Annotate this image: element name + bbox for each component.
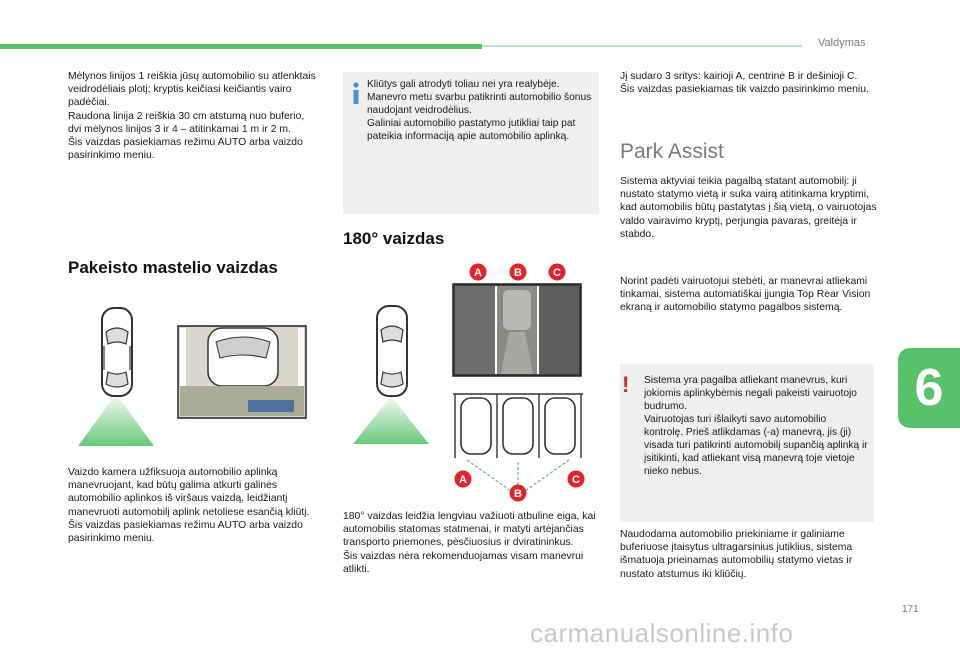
180-view-illustration: [343, 262, 591, 504]
camera-beam: [78, 394, 154, 446]
chapter-tab: 6: [898, 348, 960, 428]
zoom-view-illustration: [68, 302, 308, 450]
col3-paragraph-4: Naudodama automobilio priekiniame ir galiniame buferiuose įtaisytus ultragarsinius jutiklius, sistema išmatuoja prieinamas automobilių statymo vietas ir nustato atstumus iki kliūčių.: [620, 529, 853, 580]
section-title: Valdymas: [818, 37, 866, 49]
camera-screen-180: [453, 284, 581, 376]
col1-paragraph-1: Mėlynos linijos 1 reiškia jūsų automobilio su atlenktais veidrodėliais plotį; kryptis keičiasi keičiantis vairo padėčiai. Raudona linija 2 reiškia 30 cm atstumą nuo buferio, dvi mėlynos linijos 3 ir 4 – atitinkamai 1 m ir 2 m. Šis vaizdas pasiekiamas režimu AUTO arba vaizdo pasirinkimo meniu.: [68, 71, 316, 162]
camera-screen: [178, 326, 306, 418]
warning-note: [620, 364, 874, 522]
camera-beam: [353, 396, 429, 444]
parking-row: [453, 394, 583, 496]
car-top-icon: [102, 308, 132, 396]
warning-note-text: Sistema yra pagalba atliekant manevrus, kuri jokiomis aplinkybėmis negali pakeisti vairuotojo budrumo. Vairuotojas turi išlaikyti savo automobilio kontrolę. Prieš atlikdamas (-a) manevrą, jis (ji) visada turi patikrinti automobilį supančią aplinką ir įsitikinti, kad atliekant visą manevrą toje vietoje nieko nebus.: [644, 375, 868, 477]
col3-paragraph-2: Sistema aktyviai teikia pagalbą statant automobilį: ji nustato statymo vietą ir suka vairą atitinkama kryptimi, kad automobilis būtų pastatytas į šią vietą, o vairuotojas valdo vairavimo kryptį, perjungia pavaras, greitėja ir stabdo.: [620, 176, 877, 240]
header-bar: [0, 44, 482, 49]
warning-icon: !: [622, 372, 630, 397]
info-note: [343, 72, 599, 214]
page-number: 171: [902, 604, 919, 615]
col2-paragraph-1: 180° vaizdas leidžia lengviau važiuoti atbuline eiga, kai automobilis statomas statmenai, ir matyti artėjančias transporto priemones, pėsčiuosius ir dviratininkus. Šis vaizdas nėra rekomenduojamas visam manevrui atlikti.: [343, 511, 596, 575]
col1-paragraph-2: Vaizdo kamera užfiksuoja automobilio aplinką manevruojant, kad būtų galima atkurti galinės automobilio aplinkos iš viršaus vaizdą, leidžiantį manevruoti automobilį aplink netoliese esančią kliūtį. Šis vaizdas pasiekiamas režimu AUTO arba vaizdo pasirinkimo meniu.: [68, 467, 310, 545]
svg-text:A: A: [474, 267, 482, 279]
car-top-icon: [377, 306, 407, 396]
svg-text:B: B: [514, 267, 522, 279]
heading-zoom-view: Pakeisto mastelio vaizdas: [68, 258, 278, 277]
label-circle-top-b: [510, 264, 527, 281]
svg-text:C: C: [553, 267, 561, 279]
heading-park-assist: Park Assist: [620, 140, 724, 163]
svg-text:A: A: [459, 474, 467, 486]
label-circle-bottom-c: [568, 471, 585, 488]
svg-text:B: B: [514, 488, 522, 500]
header-bar-light: [482, 45, 802, 47]
svg-text:C: C: [572, 474, 580, 486]
label-circle-top-c: [549, 264, 566, 281]
label-circle-bottom-b: [510, 485, 527, 502]
info-note-text: Kliūtys gali atrodyti toliau nei yra realybėje. Manevro metu svarbu patikrinti automobilio šonus naudojant veidrodėlius. Galiniai automobilio pastatymo jutikliai taip pat pateikia informaciją apie automobilio aplinką.: [367, 79, 592, 142]
label-circle-bottom-a: [455, 471, 472, 488]
info-icon: [350, 82, 362, 104]
label-circle-top-a: [470, 264, 487, 281]
heading-180-view: 180° vaizdas: [343, 229, 445, 248]
col3-paragraph-1: Jį sudaro 3 sritys: kairioji A, centrinė B ir dešinioji C. Šis vaizdas pasiekiamas tik vaizdo pasirinkimo meniu.: [620, 71, 869, 96]
watermark: carmanualsonline.info: [530, 618, 794, 648]
col3-paragraph-3: Norint padėti vairuotojui stebėti, ar manevrai atliekami tinkamai, sistema automatiškai įjungia Top Rear Vision ekraną ir automobilio statymo pagalbos sistemą.: [620, 276, 871, 314]
